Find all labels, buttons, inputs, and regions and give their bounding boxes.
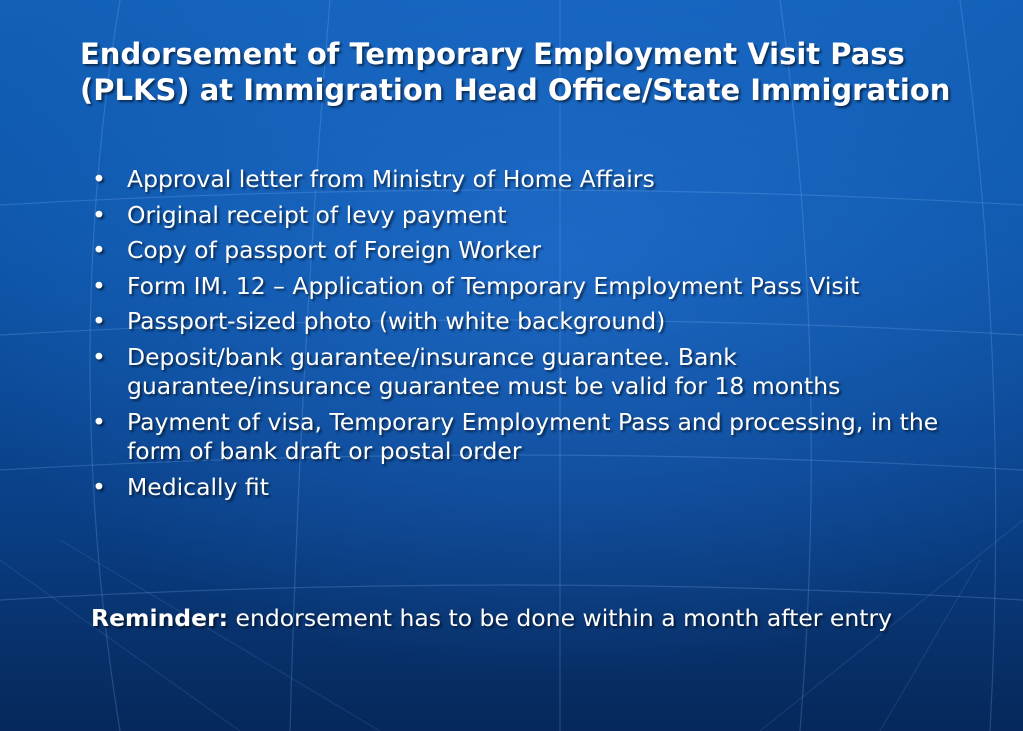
list-item: [90, 236, 950, 266]
list-item: [90, 201, 950, 231]
list-item-text: Copy of passport of Foreign Worker: [127, 236, 542, 264]
reminder-note: [91, 604, 988, 634]
bullet-icon: •: [92, 307, 106, 335]
list-item: [90, 165, 950, 195]
list-item-text: Original receipt of levy payment: [127, 200, 507, 229]
list-item: [90, 408, 950, 467]
list-item: [90, 272, 950, 302]
bullet-icon: •: [92, 271, 106, 300]
list-item-text: Approval letter from Ministry of Home Affairs: [127, 165, 655, 193]
list-item: [90, 473, 950, 503]
bullet-icon: •: [92, 342, 106, 371]
reminder-text: endorsement has to be done within a month after entry: [228, 604, 893, 632]
list-item: [90, 343, 950, 402]
bullet-icon: •: [92, 472, 106, 501]
list-item-text: Payment of visa, Temporary Employment Pass and processing, in the form of bank draft or postal order: [127, 407, 939, 465]
bullet-icon: •: [92, 165, 106, 193]
slide-title: Endorsement of Temporary Employment Visit Pass (PLKS) at Immigration Head Office/State Immigration: [80, 37, 951, 107]
list-item-text: Deposit/bank guarantee/insurance guarantee. Bank guarantee/insurance guarantee must be valid for 18 months: [127, 342, 841, 400]
list-item-text: Passport-sized photo (with white background): [127, 307, 666, 335]
bullet-icon: •: [92, 200, 106, 229]
list-item: [90, 307, 950, 337]
reminder-label: Reminder:: [91, 604, 229, 632]
bullet-icon: •: [92, 407, 106, 436]
bullet-icon: •: [92, 236, 106, 264]
list-item-text: Form IM. 12 – Application of Temporary Employment Pass Visit: [127, 271, 860, 300]
requirements-list: [90, 165, 950, 508]
list-item-text: Medically fit: [127, 472, 269, 501]
